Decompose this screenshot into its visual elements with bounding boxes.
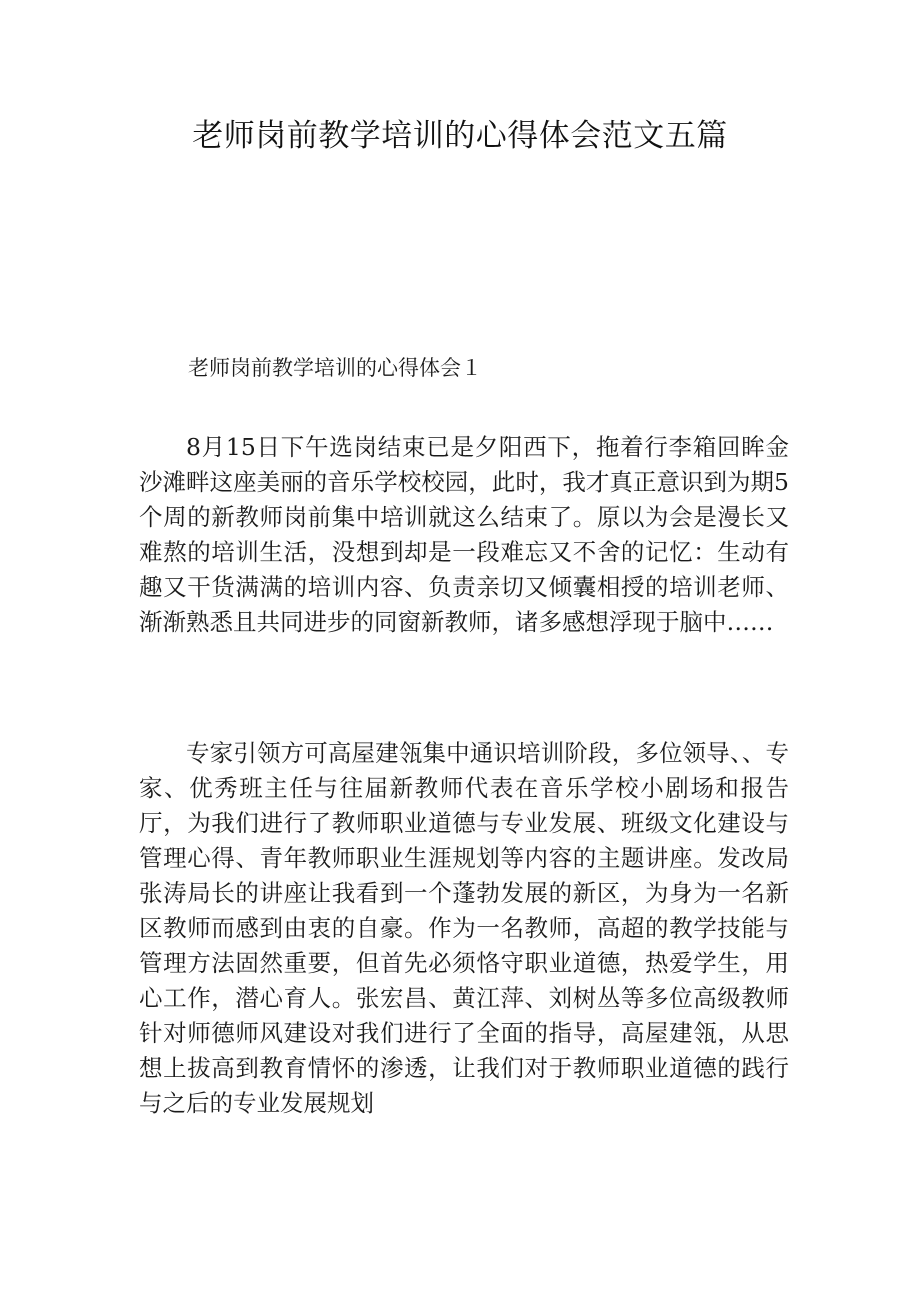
body-paragraph-2: 专家引领方可高屋建瓴集中通识培训阶段，多位领导、、专家、优秀班主任与往届新教师代表在音乐学校小剧场和报告厅，为我们进行了教师职业道德与专业发展、班级文化建设与管理心得、青年教师职业生涯规划等内容的主题讲座。发改局张涛局长的讲座让我看到一个蓬勃发展的新区，为身为一名新区教师而感到由衷的自豪。作为一名教师，高超的教学技能与管理方法固然重要，但首先必须恪守职业道德，热爱学生，用心工作，潜心育人。张宏昌、黄江萍、刘树丛等多位高级教师针对师德师风建设对我们进行了全面的指导，高屋建瓴，从思想上拔高到教育情怀的渗透，让我们对于教师职业道德的践行与之后的专业发展规划 — [139, 739, 789, 1117]
body-paragraph-1: 8月15日下午选岗结束已是夕阳西下，拖着行李箱回眸金沙滩畔这座美丽的音乐学校校园，此时，我才真正意识到为期5个周的新教师岗前集中培训就这么结束了。原以为会是漫长又难熬的培训生活，没想到却是一段难忘又不舍的记忆：生动有趣又干货满满的培训内容、负责亲切又倾囊相授的培训老师、渐渐熟悉且共同进步的同窗新教师，诸多感想浮现于脑中…… — [139, 433, 789, 636]
section-heading: 老师岗前教学培训的心得体会１ — [188, 356, 482, 380]
document-title: 老师岗前教学培训的心得体会范文五篇 — [192, 118, 728, 154]
